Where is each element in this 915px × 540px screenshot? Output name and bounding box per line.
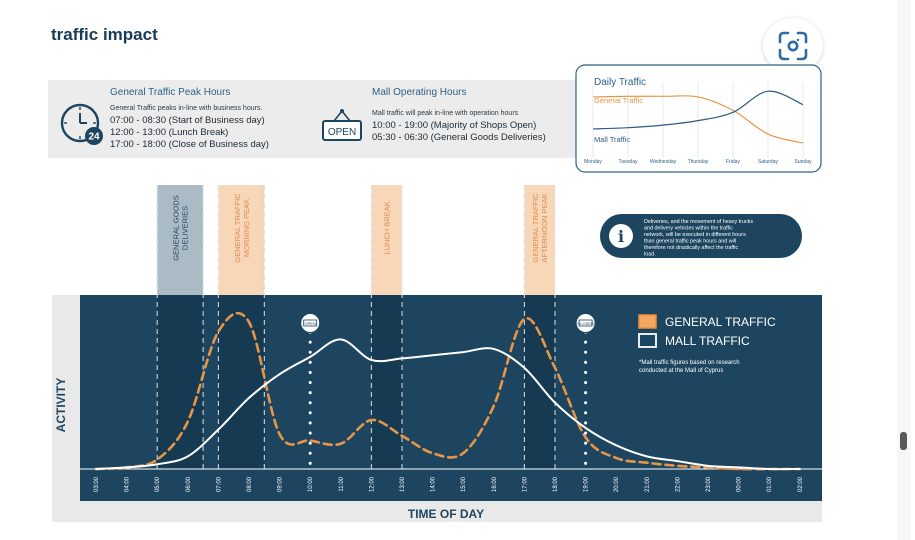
band-shade	[524, 295, 555, 469]
band-label: GENERAL TRAFFIC	[232, 193, 242, 263]
daily-tick-label: Saturday	[757, 159, 779, 165]
clock-badge-label: 24	[88, 131, 100, 143]
x-tick-label: 00:00	[736, 477, 743, 493]
footnote-line: *Mall traffic figures based on research	[639, 360, 740, 366]
peak-hours-line: 07:00 - 08:30 (Start of Business day)	[110, 115, 265, 126]
mall-hours-heading: Mall Operating Hours	[372, 87, 467, 98]
band-label: GENERAL TRAFFIC	[531, 193, 541, 263]
x-axis-label: TIME OF DAY	[407, 507, 485, 521]
sign-label: CLOSED	[577, 321, 594, 326]
svg-text:i: i	[617, 227, 625, 246]
info-note-line: and delivery vehicles within the traffic	[644, 225, 733, 232]
info-note-line: network, will be executed in different hours	[644, 232, 746, 238]
y-axis-label: ACTIVITY	[54, 377, 68, 433]
legend-label-general: GENERAL TRAFFIC	[665, 315, 776, 329]
band-shade	[157, 295, 203, 469]
x-tick-label: 12:00	[369, 477, 376, 493]
band-shade	[218, 295, 264, 469]
band-shade	[371, 295, 402, 469]
mall-hours-line: 10:00 - 19:00 (Majority of Shops Open)	[372, 120, 537, 131]
x-tick-label: 23:00	[706, 477, 712, 493]
x-tick-label: 19:00	[583, 477, 590, 493]
daily-general-label: General Traffic	[594, 96, 644, 105]
x-tick-label: 16:00	[491, 477, 498, 493]
x-tick-label: 05:00	[155, 477, 162, 493]
x-tick-label: 15:00	[461, 477, 468, 493]
x-tick-label: 03:00	[94, 477, 100, 493]
x-tick-label: 21:00	[644, 477, 651, 493]
mall-hours-subtext: Mall traffic will peak in-line with operation hours	[372, 110, 519, 117]
x-tick-label: 06:00	[185, 477, 192, 493]
x-tick-label: 07:00	[216, 477, 223, 493]
footnote-line: conducted at the Mall of Cyprus	[639, 368, 724, 374]
x-tick-label: 18:00	[553, 477, 559, 493]
mall-hours-line: 05:30 - 06:30 (General Goods Deliveries)	[372, 132, 546, 143]
legend-swatch-general	[639, 315, 656, 328]
x-tick-label: 09:00	[277, 477, 284, 493]
info-note-line: load.	[644, 251, 656, 258]
x-tick-label: 04:00	[124, 477, 131, 493]
info-note-line: therefore not drastically affect the traffic	[644, 245, 739, 251]
x-tick-label: 13:00	[400, 477, 406, 493]
peak-hours-subtext: General Traffic peaks in-line with business hours.	[110, 105, 263, 112]
x-tick-label: 01:00	[767, 477, 774, 493]
band-label: AFTERNOON PEAK	[540, 193, 550, 263]
info-note-line: than general traffic peak hours and will	[644, 238, 737, 245]
daily-tick-label: Monday	[584, 159, 602, 165]
peak-hours-line: 12:00 - 13:00 (Lunch Break)	[110, 127, 229, 138]
legend-label-mall: MALL TRAFFIC	[665, 334, 750, 348]
page-title: traffic impact	[51, 25, 158, 44]
daily-mall-label: Mall Traffic	[594, 135, 631, 144]
x-tick-label: 11:00	[338, 477, 345, 492]
band-label: GENERAL GOODS	[171, 195, 181, 261]
x-tick-label: 08:00	[247, 477, 253, 493]
x-tick-label: 20:00	[614, 477, 621, 493]
peak-hours-line: 17:00 - 18:00 (Close of Business day)	[110, 139, 269, 150]
daily-tick-label: Wednesday	[649, 159, 677, 165]
band-label: DELIVERIES	[180, 205, 190, 251]
x-tick-label: 10:00	[308, 477, 315, 493]
x-tick-label: 02:00	[797, 477, 804, 493]
daily-tick-label: Sunday	[794, 159, 812, 165]
x-tick-label: 14:00	[430, 477, 437, 493]
daily-tick-label: Thursday	[687, 159, 709, 165]
x-tick-label: 22:00	[675, 477, 682, 493]
daily-tick-label: Tuesday	[618, 159, 638, 165]
x-tick-label: 17:00	[522, 477, 529, 493]
peak-hours-heading: General Traffic Peak Hours	[110, 87, 231, 98]
band-label: MORNING PEAK	[241, 198, 251, 258]
band-label: LUNCH BREAK	[382, 201, 392, 255]
info-note-line: Deliveries, and the movement of heavy trucks	[644, 219, 754, 225]
sign-label: OPEN	[304, 321, 316, 326]
open-sign-label: OPEN	[327, 127, 357, 138]
daily-chart-title: Daily Traffic	[594, 77, 647, 88]
daily-tick-label: Friday	[726, 159, 740, 165]
